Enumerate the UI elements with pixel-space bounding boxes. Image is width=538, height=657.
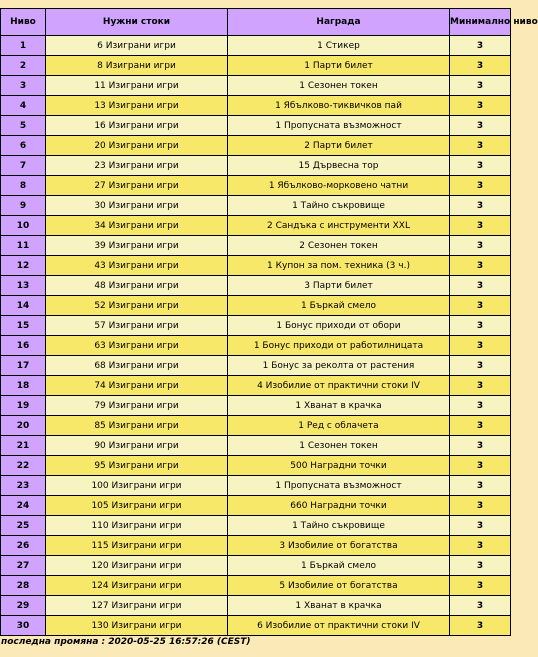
needed-cell: 57 Изиграни игри bbox=[46, 316, 228, 336]
min-level-cell: 3 bbox=[450, 56, 511, 76]
level-cell: 12 bbox=[1, 256, 46, 276]
table-row bbox=[1, 436, 511, 456]
reward-cell: 1 Бъркай смело bbox=[228, 556, 450, 576]
min-level-cell: 3 bbox=[450, 296, 511, 316]
needed-cell: 8 Изиграни игри bbox=[46, 56, 228, 76]
min-level-cell: 3 bbox=[450, 276, 511, 296]
table-row bbox=[1, 596, 511, 616]
min-level-cell: 3 bbox=[450, 416, 511, 436]
table-row bbox=[1, 136, 511, 156]
reward-cell: 1 Хванат в крачка bbox=[228, 596, 450, 616]
reward-cell: 1 Пропусната възможност bbox=[228, 116, 450, 136]
table-row bbox=[1, 56, 511, 76]
reward-cell: 1 Ябълково-тиквичков пай bbox=[228, 96, 450, 116]
level-cell: 25 bbox=[1, 516, 46, 536]
needed-cell: 74 Изиграни игри bbox=[46, 376, 228, 396]
table-row bbox=[1, 76, 511, 96]
level-cell: 6 bbox=[1, 136, 46, 156]
level-cell: 24 bbox=[1, 496, 46, 516]
min-level-cell: 3 bbox=[450, 236, 511, 256]
reward-cell: 15 Дървесна тор bbox=[228, 156, 450, 176]
table-row bbox=[1, 576, 511, 596]
needed-cell: 34 Изиграни игри bbox=[46, 216, 228, 236]
needed-cell: 11 Изиграни игри bbox=[46, 76, 228, 96]
reward-cell: 1 Купон за пом. техника (3 ч.) bbox=[228, 256, 450, 276]
level-cell: 23 bbox=[1, 476, 46, 496]
needed-cell: 79 Изиграни игри bbox=[46, 396, 228, 416]
level-cell: 5 bbox=[1, 116, 46, 136]
header-row bbox=[1, 9, 511, 36]
min-level-cell: 3 bbox=[450, 576, 511, 596]
level-cell: 3 bbox=[1, 76, 46, 96]
header-level: Ниво bbox=[1, 9, 46, 36]
min-level-cell: 3 bbox=[450, 116, 511, 136]
level-cell: 2 bbox=[1, 56, 46, 76]
table-row bbox=[1, 476, 511, 496]
reward-cell: 1 Бъркай смело bbox=[228, 296, 450, 316]
min-level-cell: 3 bbox=[450, 436, 511, 456]
level-cell: 26 bbox=[1, 536, 46, 556]
min-level-cell: 3 bbox=[450, 196, 511, 216]
needed-cell: 39 Изиграни игри bbox=[46, 236, 228, 256]
min-level-cell: 3 bbox=[450, 536, 511, 556]
table-row bbox=[1, 376, 511, 396]
needed-cell: 27 Изиграни игри bbox=[46, 176, 228, 196]
table-row bbox=[1, 196, 511, 216]
reward-cell: 1 Бонус приходи от работилницата bbox=[228, 336, 450, 356]
table-row bbox=[1, 316, 511, 336]
level-cell: 13 bbox=[1, 276, 46, 296]
reward-cell: 1 Сезонен токен bbox=[228, 76, 450, 96]
reward-cell: 500 Наградни точки bbox=[228, 456, 450, 476]
needed-cell: 13 Изиграни игри bbox=[46, 96, 228, 116]
needed-cell: 124 Изиграни игри bbox=[46, 576, 228, 596]
table-row bbox=[1, 616, 511, 636]
reward-cell: 1 Стикер bbox=[228, 36, 450, 56]
table-row bbox=[1, 296, 511, 316]
level-cell: 9 bbox=[1, 196, 46, 216]
reward-cell: 1 Бонус за реколта от растения bbox=[228, 356, 450, 376]
reward-cell: 2 Сезонен токен bbox=[228, 236, 450, 256]
needed-cell: 23 Изиграни игри bbox=[46, 156, 228, 176]
needed-cell: 48 Изиграни игри bbox=[46, 276, 228, 296]
min-level-cell: 3 bbox=[450, 476, 511, 496]
needed-cell: 30 Изиграни игри bbox=[46, 196, 228, 216]
level-cell: 1 bbox=[1, 36, 46, 56]
level-cell: 16 bbox=[1, 336, 46, 356]
needed-cell: 20 Изиграни игри bbox=[46, 136, 228, 156]
reward-cell: 6 Изобилие от практични стоки IV bbox=[228, 616, 450, 636]
last-modified: последна промяна : 2020-05-25 16:57:26 (CEST) bbox=[1, 637, 251, 647]
reward-cell: 1 Ябълково-морковено чатни bbox=[228, 176, 450, 196]
needed-cell: 63 Изиграни игри bbox=[46, 336, 228, 356]
min-level-cell: 3 bbox=[450, 96, 511, 116]
table-row bbox=[1, 216, 511, 236]
level-cell: 14 bbox=[1, 296, 46, 316]
min-level-cell: 3 bbox=[450, 456, 511, 476]
levels-table bbox=[0, 8, 538, 636]
reward-cell: 1 Сезонен токен bbox=[228, 436, 450, 456]
table-body bbox=[1, 36, 511, 636]
table-row bbox=[1, 456, 511, 476]
reward-cell: 3 Парти билет bbox=[228, 276, 450, 296]
table-row bbox=[1, 116, 511, 136]
needed-cell: 120 Изиграни игри bbox=[46, 556, 228, 576]
table-row bbox=[1, 516, 511, 536]
min-level-cell: 3 bbox=[450, 176, 511, 196]
min-level-cell: 3 bbox=[450, 136, 511, 156]
header-min-level: Минимално ниво bbox=[450, 9, 511, 36]
reward-cell: 4 Изобилие от практични стоки IV bbox=[228, 376, 450, 396]
min-level-cell: 3 bbox=[450, 156, 511, 176]
min-level-cell: 3 bbox=[450, 556, 511, 576]
needed-cell: 90 Изиграни игри bbox=[46, 436, 228, 456]
min-level-cell: 3 bbox=[450, 316, 511, 336]
min-level-cell: 3 bbox=[450, 356, 511, 376]
needed-cell: 127 Изиграни игри bbox=[46, 596, 228, 616]
reward-cell: 1 Бонус приходи от обори bbox=[228, 316, 450, 336]
level-cell: 30 bbox=[1, 616, 46, 636]
level-cell: 11 bbox=[1, 236, 46, 256]
reward-cell: 1 Тайно съкровище bbox=[228, 196, 450, 216]
level-cell: 4 bbox=[1, 96, 46, 116]
level-cell: 7 bbox=[1, 156, 46, 176]
reward-cell: 660 Наградни точки bbox=[228, 496, 450, 516]
needed-cell: 105 Изиграни игри bbox=[46, 496, 228, 516]
min-level-cell: 3 bbox=[450, 516, 511, 536]
reward-cell: 1 Пропусната възможност bbox=[228, 476, 450, 496]
table-row bbox=[1, 36, 511, 56]
needed-cell: 100 Изиграни игри bbox=[46, 476, 228, 496]
table-row bbox=[1, 556, 511, 576]
level-cell: 27 bbox=[1, 556, 46, 576]
level-cell: 29 bbox=[1, 596, 46, 616]
table-row bbox=[1, 356, 511, 376]
reward-cell: 1 Парти билет bbox=[228, 56, 450, 76]
needed-cell: 85 Изиграни игри bbox=[46, 416, 228, 436]
level-cell: 8 bbox=[1, 176, 46, 196]
table-row bbox=[1, 256, 511, 276]
min-level-cell: 3 bbox=[450, 616, 511, 636]
level-cell: 15 bbox=[1, 316, 46, 336]
level-cell: 17 bbox=[1, 356, 46, 376]
table-row bbox=[1, 336, 511, 356]
reward-cell: 1 Тайно съкровище bbox=[228, 516, 450, 536]
level-cell: 20 bbox=[1, 416, 46, 436]
table-row bbox=[1, 96, 511, 116]
table-row bbox=[1, 236, 511, 256]
needed-cell: 110 Изиграни игри bbox=[46, 516, 228, 536]
table-row bbox=[1, 156, 511, 176]
table-row bbox=[1, 536, 511, 556]
table-row bbox=[1, 396, 511, 416]
table-row bbox=[1, 416, 511, 436]
level-cell: 19 bbox=[1, 396, 46, 416]
table-row bbox=[1, 496, 511, 516]
reward-cell: 5 Изобилие от богатства bbox=[228, 576, 450, 596]
min-level-cell: 3 bbox=[450, 76, 511, 96]
reward-cell: 3 Изобилие от богатства bbox=[228, 536, 450, 556]
table-row bbox=[1, 276, 511, 296]
level-cell: 28 bbox=[1, 576, 46, 596]
needed-cell: 68 Изиграни игри bbox=[46, 356, 228, 376]
min-level-cell: 3 bbox=[450, 336, 511, 356]
needed-cell: 95 Изиграни игри bbox=[46, 456, 228, 476]
header-reward: Награда bbox=[228, 9, 450, 36]
reward-cell: 1 Хванат в крачка bbox=[228, 396, 450, 416]
min-level-cell: 3 bbox=[450, 596, 511, 616]
min-level-cell: 3 bbox=[450, 376, 511, 396]
min-level-cell: 3 bbox=[450, 36, 511, 56]
needed-cell: 43 Изиграни игри bbox=[46, 256, 228, 276]
level-cell: 21 bbox=[1, 436, 46, 456]
level-cell: 10 bbox=[1, 216, 46, 236]
needed-cell: 52 Изиграни игри bbox=[46, 296, 228, 316]
level-cell: 18 bbox=[1, 376, 46, 396]
needed-cell: 6 Изиграни игри bbox=[46, 36, 228, 56]
header-needed: Нужни стоки bbox=[46, 9, 228, 36]
reward-cell: 2 Сандъка с инструменти XXL bbox=[228, 216, 450, 236]
needed-cell: 16 Изиграни игри bbox=[46, 116, 228, 136]
min-level-cell: 3 bbox=[450, 396, 511, 416]
reward-cell: 1 Ред с облачета bbox=[228, 416, 450, 436]
min-level-cell: 3 bbox=[450, 496, 511, 516]
needed-cell: 130 Изиграни игри bbox=[46, 616, 228, 636]
needed-cell: 115 Изиграни игри bbox=[46, 536, 228, 556]
min-level-cell: 3 bbox=[450, 216, 511, 236]
table-row bbox=[1, 176, 511, 196]
min-level-cell: 3 bbox=[450, 256, 511, 276]
level-cell: 22 bbox=[1, 456, 46, 476]
reward-cell: 2 Парти билет bbox=[228, 136, 450, 156]
